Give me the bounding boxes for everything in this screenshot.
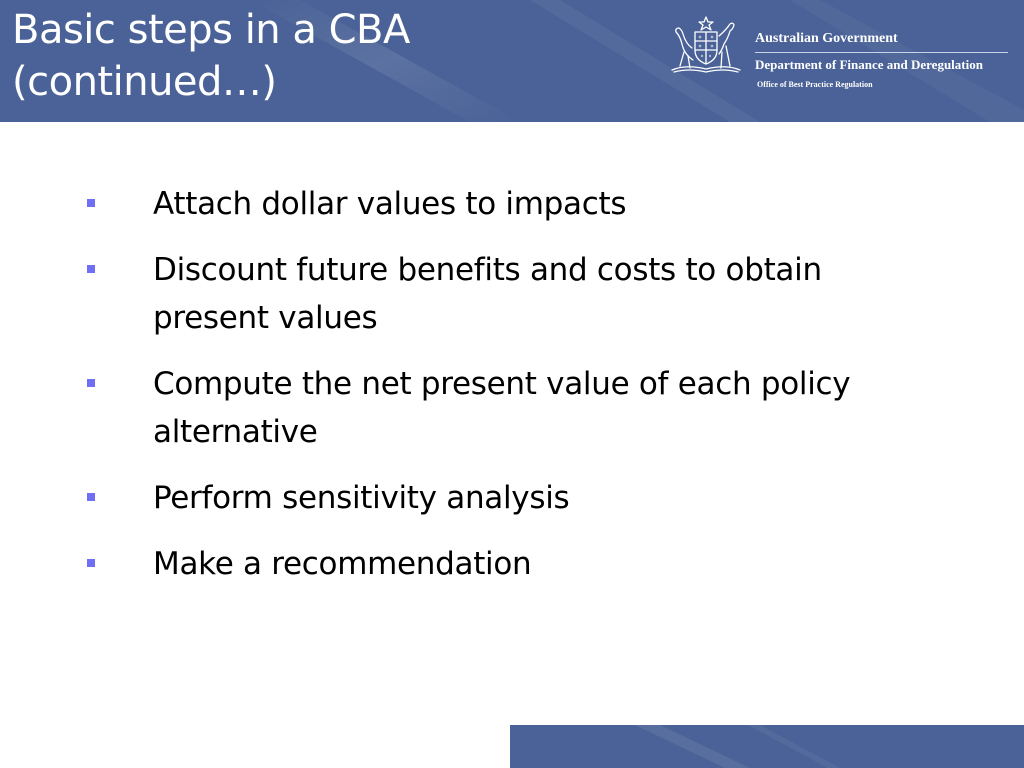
office-name: Office of Best Practice Regulation [757,80,873,89]
square-bullet-icon [87,493,95,501]
square-bullet-icon [87,559,95,567]
coat-of-arms-icon [664,14,748,76]
footer-sheen [510,725,1024,768]
bullet-text: Compute the net present value of each policy alternative [153,366,851,450]
slide-title-line-1: Basic steps in a CBA [12,7,410,53]
square-bullet-icon [87,199,95,207]
slide-title [12,4,572,108]
bullet-text: Perform sensitivity analysis [153,480,570,516]
government-logo [664,14,1014,94]
bullet-list [0,180,1024,606]
header-band [0,0,1024,122]
slide-title-line-2: (continued…) [12,59,277,105]
government-name: Australian Government [755,31,898,46]
department-name: Department of Finance and Deregulation [755,57,983,72]
list-item [0,180,1024,228]
logo-divider [755,52,1008,53]
list-item [0,360,1024,456]
bullet-text: Discount future benefits and costs to obtain present values [153,252,822,336]
footer-band [510,725,1024,768]
square-bullet-icon [87,379,95,387]
list-item [0,246,1024,342]
list-item [0,540,1024,588]
list-item [0,474,1024,522]
bullet-text: Attach dollar values to impacts [153,186,627,222]
square-bullet-icon [87,265,95,273]
bullet-text: Make a recommendation [153,546,532,582]
